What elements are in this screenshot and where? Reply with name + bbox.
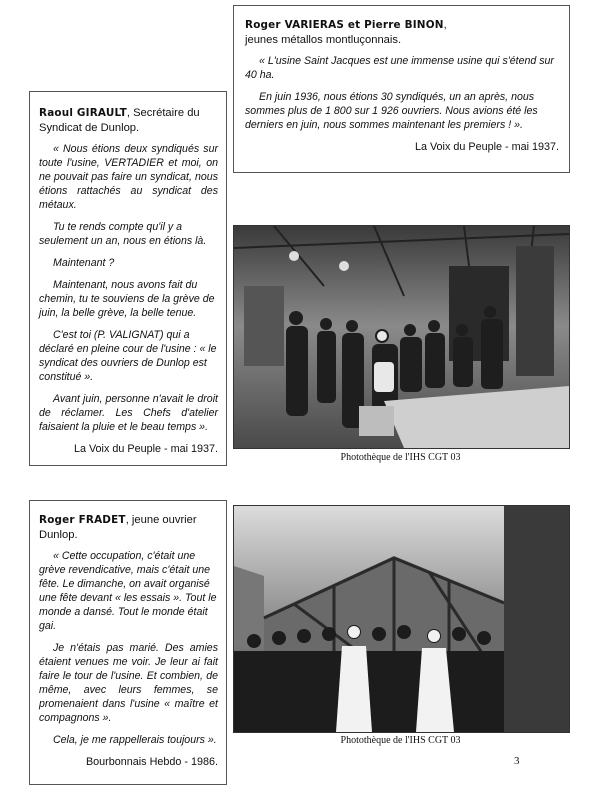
quote-paragraph: « L'usine Saint Jacques est une immense usine qui s'étend sur 40 ha.: [245, 55, 554, 82]
photo-workshop-group: [233, 225, 570, 449]
quote-author: Raoul GIRAULT: [39, 107, 127, 119]
quote-paragraph: Cela, je me rappellerais toujours ».: [53, 733, 217, 746]
quote-source: Bourbonnais Hebdo - 1986.: [85, 755, 218, 768]
quote-author-suffix: ,: [443, 19, 447, 31]
quote-box-fradet: [29, 500, 227, 785]
quote-box-varieras-binon: [233, 5, 570, 173]
quote-heading: [245, 18, 559, 47]
photo-caption: Photothèque de l'IHS CGT 03: [340, 452, 461, 463]
quote-author: Roger FRADET: [39, 514, 126, 526]
photo-yard-illustration: [234, 506, 569, 732]
quote-paragraph: « Nous étions deux syndiqués sur toute l'usine, VERTADIER et moi, on ne pouvait pas faire un syndicat, nous étions rattachés au syndicat des métaux.: [39, 143, 218, 211]
quote-source: La Voix du Peuple - mai 1937.: [73, 442, 218, 455]
photo-workshop-illustration: [234, 226, 569, 448]
quote-paragraph: Maintenant ?: [53, 256, 115, 269]
quote-paragraph: Maintenant, nous avons fait du chemin, tu te souviens de la grève de juin, la belle grève, la belle tenue.: [39, 278, 215, 319]
quote-paragraph: Tu te rends compte qu'il y a seulement un an, nous en étions là.: [39, 220, 207, 247]
quote-author-role: , Secrétaire du Syndicat de Dunlop.: [39, 107, 200, 134]
photo-factory-yard: [233, 505, 570, 733]
quote-author-role: jeunes métallos montluçonnais.: [245, 33, 402, 46]
quote-heading: [39, 106, 218, 135]
quote-paragraph: Je n'étais pas marié. Des amies étaient venues me voir. Je leur ai fait faire le tour de l'usine. Et combien, de même, avec leurs femmes, se promenaient dans l'usine « maître et compagnons ».: [39, 641, 218, 724]
quote-source: La Voix du Peuple - mai 1937.: [414, 140, 559, 153]
quote-paragraph: Avant juin, personne n'avait le droit de réclamer. Les Chefs d'atelier faisaient la pluie et le beau temps ».: [39, 392, 218, 433]
quote-author-role: , jeune ouvrier Dunlop.: [39, 514, 197, 541]
quote-paragraph: « Cette occupation, c'était une grève revendicative, mais c'était une fête. Le dimanche, on avait organisé une fête devant « les essais ». Tout le monde a dansé. Tout le monde était gai.: [39, 550, 217, 632]
quote-author: Roger VARIERAS et Pierre BINON: [245, 19, 444, 31]
page-number: 3: [514, 755, 520, 767]
quote-paragraph: En juin 1936, nous étions 30 syndiqués, un an après, nous sommes plus de 1 800 sur 1 926 ouvriers. Nous avions été les derniers en juin, nous sommes maintenant les premiers ! ».: [245, 91, 538, 131]
quote-paragraph: C'est toi (P. VALIGNAT) qui a déclaré en pleine cour de l'usine : « le syndicat des ouvriers de Dunlop est constitué ».: [39, 328, 217, 383]
photo-caption: Photothèque de l'IHS CGT 03: [340, 735, 461, 746]
quote-box-girault: [29, 91, 227, 466]
quote-heading: [39, 513, 218, 542]
